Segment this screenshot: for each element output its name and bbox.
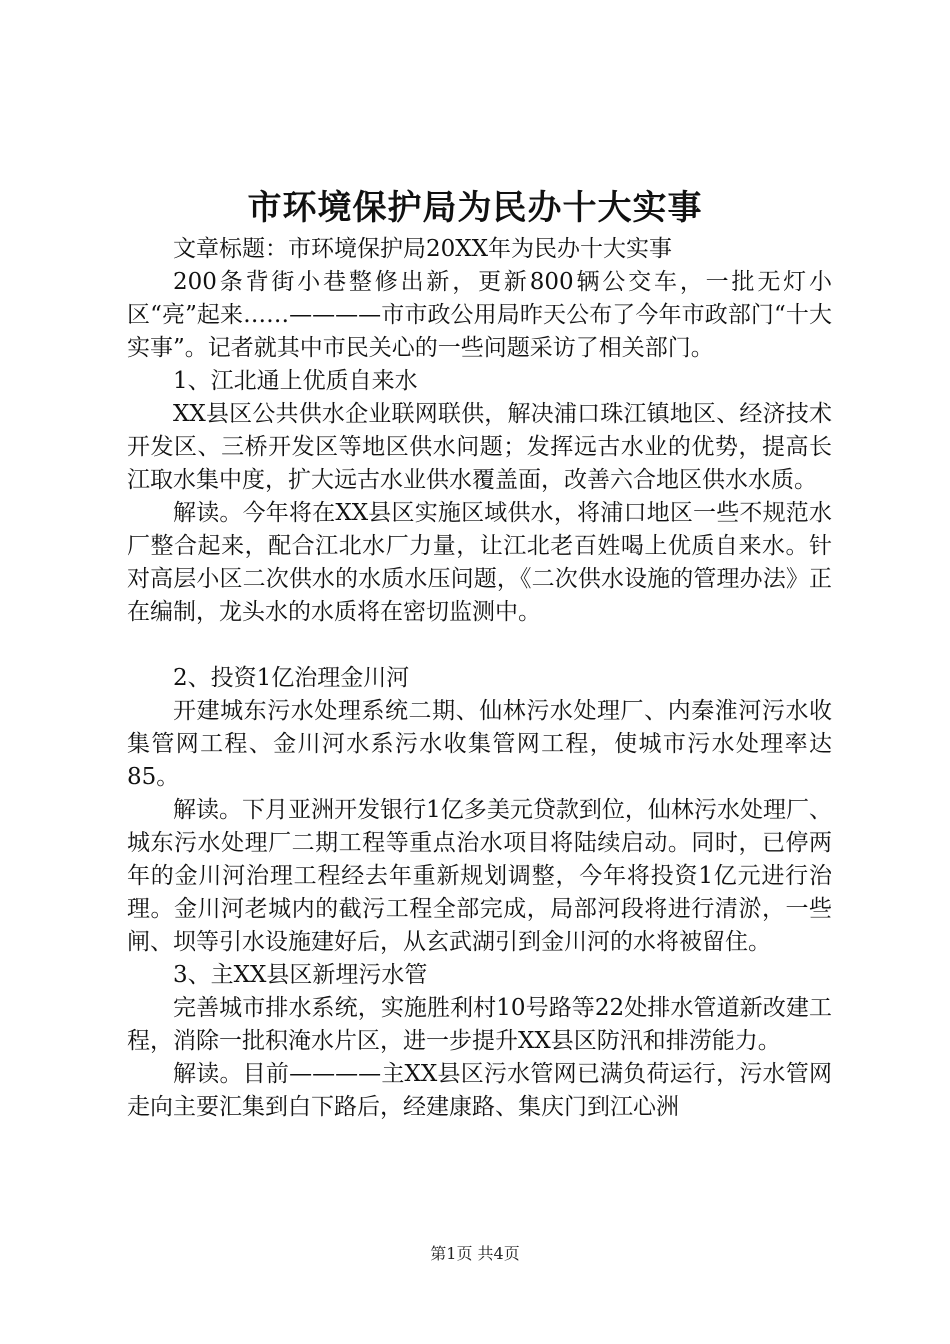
section-3-interpretation: 解读。目前————主XX县区污水管网已满负荷运行，污水管网走向主要汇集到白下路后，经建康路、集庆门到江心洲 xyxy=(127,1061,832,1120)
section-heading-1: 1、江北通上优质自来水 xyxy=(173,368,418,394)
intro-paragraph: 200条背街小巷整修出新，更新800辆公交车，一批无灯小区“亮”起来……————市市政公用局昨天公布了今年市政部门“十大实事”。记者就其中市民关心的一些问题采访了相关部门。 xyxy=(127,269,832,361)
section-heading-2: 2、投资1亿治理金川河 xyxy=(173,665,410,691)
document-body xyxy=(127,233,832,1124)
section-3-paragraph: 完善城市排水系统，实施胜利村10号路等22处排水管道新改建工程，消除一批积淹水片区，进一步提升XX县区防汛和排涝能力。 xyxy=(127,995,832,1054)
document-title: 市环境保护局为民办十大实事 xyxy=(247,188,703,228)
section-2-paragraph: 开建城东污水处理系统二期、仙林污水处理厂、内秦淮河污水收集管网工程、金川河水系污水收集管网工程，使城市污水处理率达85。 xyxy=(127,698,832,790)
section-2-interpretation: 解读。下月亚洲开发银行1亿多美元贷款到位，仙林污水处理厂、城东污水处理厂二期工程等重点治水项目将陆续启动。同时，已停两年的金川河治理工程经去年重新规划调整，今年将投资1亿元进行治理。金川河老城内的截污工程全部完成，局部河段将进行清淤，一些闸、坝等引水设施建好后，从玄武湖引到金川河的水将被留住。 xyxy=(127,797,832,955)
page-number: 第1页 共4页 xyxy=(430,1244,520,1263)
section-1-interpretation: 解读。今年将在XX县区实施区域供水，将浦口地区一些不规范水厂整合起来，配合江北水厂力量，让江北老百姓喝上优质自来水。针对高层小区二次供水的水质水压问题，《二次供水设施的管理办法》正在编制，龙头水的水质将在密切监测中。 xyxy=(127,500,832,625)
article-title-line: 文章标题：市环境保护局20XX年为民办十大实事 xyxy=(173,236,673,262)
section-heading-3: 3、主XX县区新埋污水管 xyxy=(173,962,428,988)
section-1-paragraph: XX县区公共供水企业联网联供，解决浦口珠江镇地区、经济技术开发区、三桥开发区等地区供水问题；发挥远古水业的优势，提高长江取水集中度，扩大远古水业供水覆盖面，改善六合地区供水水质。 xyxy=(127,401,832,493)
page-footer xyxy=(0,1243,950,1265)
